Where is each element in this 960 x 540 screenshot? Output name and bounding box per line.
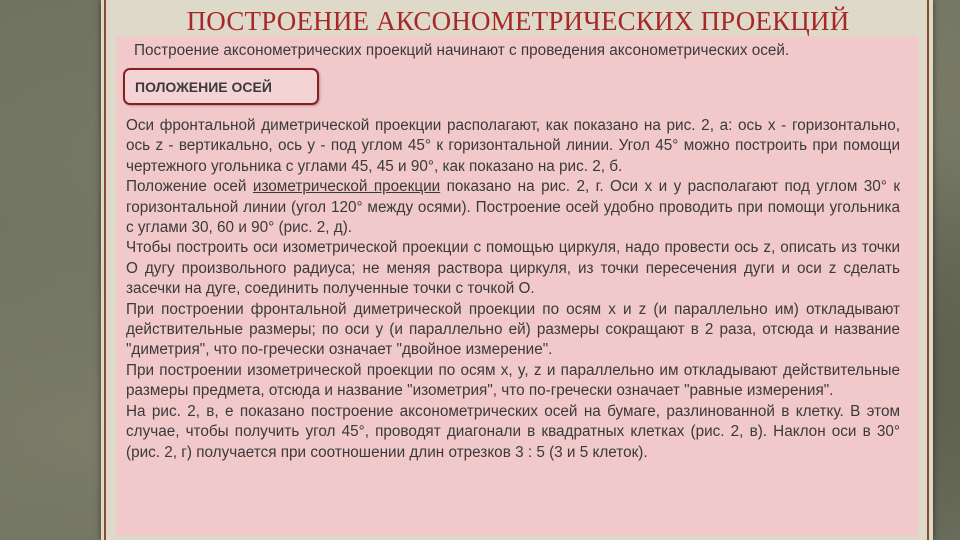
paragraph-grid-paper: На рис. 2, в, е показано построение аксонометрических осей на бумаге, разлинованной в клетку. В этом случае, чтобы получить угол 45°, проводят диагонали в квадратных клетках (рис. 2, в). Наклон оси в 30° (рис. 2, г) получается при соотношении длин отрезков 3 : 5 (3 и 5 клеток). [126, 402, 900, 461]
paragraph-isometric-lead: Положение осей [126, 178, 253, 196]
paragraph-isometric-rest: показано на рис. 2, г. Оси x и y располагают под углом 30° к горизонтальной линии (угол 120° между осями). Построение осей удобно проводить при помощи угольника с углами 30, 60 и 90° (рис. 2, д). [126, 178, 901, 237]
right-accent-line [927, 0, 929, 540]
isometric-projection-link[interactable]: изометрической проекции [252, 178, 441, 196]
intro-text: Построение аксонометрических проекций начинают с проведения аксонометрических осей. [134, 42, 790, 59]
section-label: ПОЛОЖЕНИЕ ОСЕЙ [135, 79, 272, 95]
body-text [126, 116, 900, 463]
left-accent-line [104, 0, 106, 540]
paragraph-dimetric-scale: При построении фронтальной диметрической проекции по осям x и z (и параллельно им) откладывают действительные размеры; по оси y (и параллельно ей) размеры сокращают в 2 раза, отсюда и название "диметрия", что по-гречески означает "двойное измерение". [126, 300, 900, 359]
paragraph-isometric-axes [126, 177, 900, 238]
paragraph-diametric-axes: Оси фронтальной диметрической проекции располагают, как показано на рис. 2, а: ось x - горизонтально, ось z - вертикально, ось y - под углом 45° к горизонтальной линии. Угол 45° можно построить при помощи чертежного угольника с углами 45, 45 и 90°, как показано на рис. 2, б. [126, 117, 900, 175]
slide-title: ПОСТРОЕНИЕ АКСОНОМЕТРИЧЕСКИХ ПРОЕКЦИЙ [186, 6, 850, 36]
paragraph-isometric-scale: При построении изометрической проекции по осям x, y, z и параллельно им откладывают действительные размеры предмета, отсюда и название "изометрия", что по-гречески означает "равные измерения". [126, 361, 900, 400]
section-label-box [123, 68, 319, 105]
paragraph-compass: Чтобы построить оси изометрической проекции с помощью циркуля, надо провести ось z, описать из точки О дугу произвольного радиуса; не меняя раствора циркуля, из точки пересечения дуги и оси z сделать засечки на дуге, соединить полученные точки с точкой О. [126, 239, 900, 298]
